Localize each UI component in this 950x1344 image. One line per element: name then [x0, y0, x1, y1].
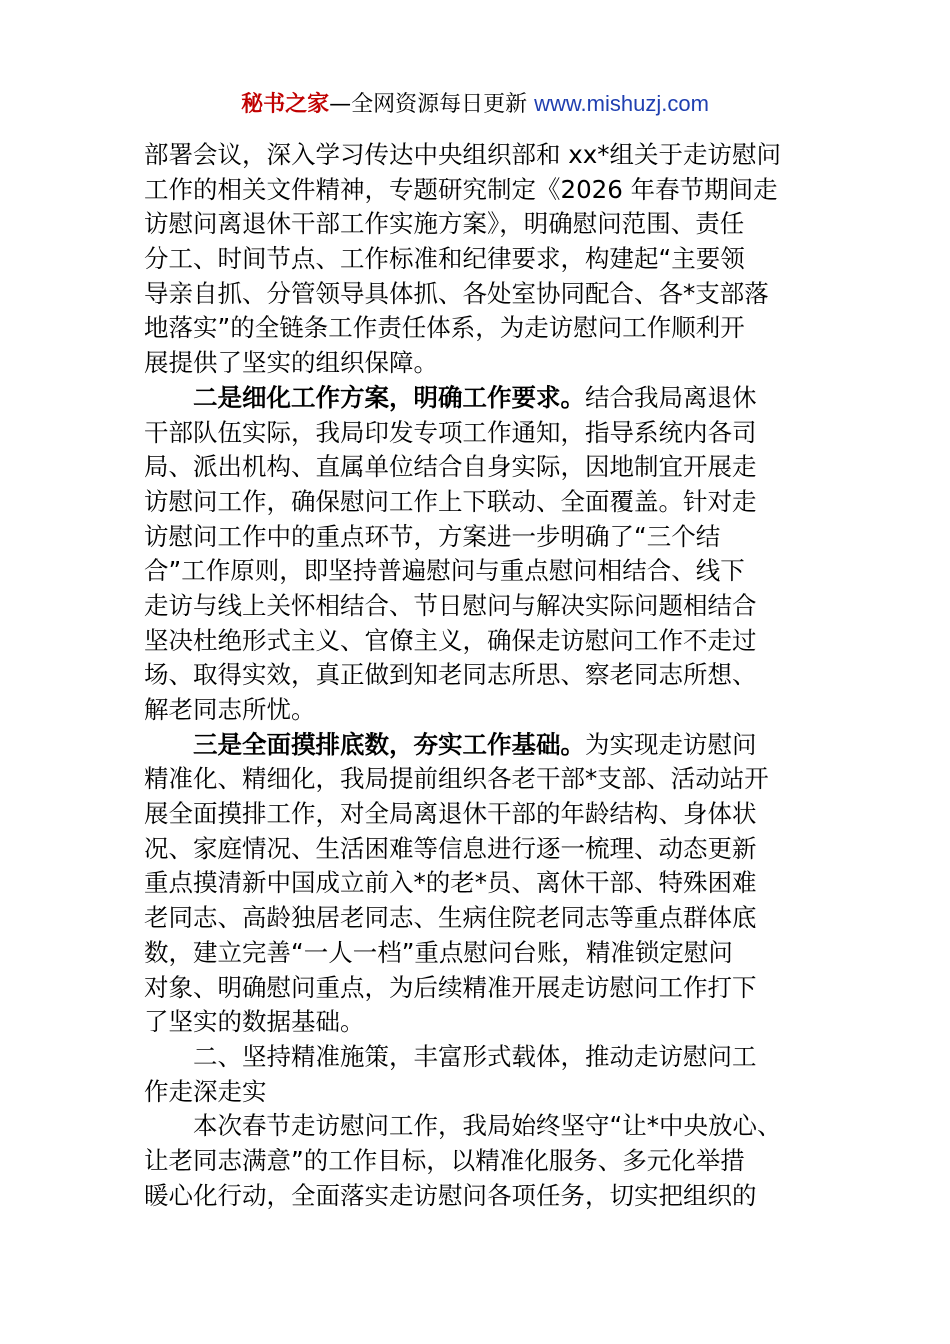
header-dash: — [329, 92, 352, 117]
paragraph-three-lead: 为实现走访慰问 [585, 729, 757, 759]
section-heading-line: 二、坚持精准施策，丰富形式载体，推动走访慰问工 [193, 1041, 757, 1071]
paragraph-two-heading: 二是细化工作方案，明确工作要求。 [193, 382, 585, 412]
text-line: 重点摸清新中国成立前入*的老*员、离休干部、特殊困难 [144, 868, 757, 898]
text-line: 局、派出机构、直属单位结合自身实际，因地制宜开展走 [144, 452, 757, 482]
text-line: 展全面摸排工作，对全局离退休干部的年龄结构、身体状 [144, 799, 757, 829]
text-line: 合”工作原则，即坚持普遍慰问与重点慰问相结合、线下 [144, 556, 745, 586]
paragraph-two-lead: 结合我局离退休 [585, 382, 757, 412]
paragraph-three-heading-line [144, 728, 808, 763]
text-line: 暖心化行动，全面落实走访慰问各项任务，切实把组织的 [144, 1180, 757, 1210]
text-line: 访慰问离退休干部工作实施方案》，明确慰问范围、责任 [144, 209, 745, 239]
text-line: 老同志、高龄独居老同志、生病住院老同志等重点群体底 [144, 903, 757, 933]
text-line: 本次春节走访慰问工作，我局始终坚守“让*中央放心、 [193, 1111, 782, 1141]
text-line: 况、家庭情况、生活困难等信息进行逐一梳理、动态更新 [144, 833, 757, 863]
text-line: 工作的相关文件精神，专题研究制定《2026 年春节期间走 [144, 174, 778, 204]
text-line: 展提供了坚实的组织保障。 [144, 348, 438, 378]
text-line: 了坚实的数据基础。 [144, 1007, 365, 1037]
text-line: 访慰问工作中的重点环节，方案进一步明确了“三个结 [144, 521, 721, 551]
text-line: 访慰问工作，确保慰问工作上下联动、全面覆盖。针对走 [144, 486, 757, 516]
header-slogan: 全网资源每日更新 [351, 92, 535, 117]
site-header [0, 88, 950, 121]
site-url-link[interactable]: www.mishuzj.com [534, 91, 709, 116]
text-line: 精准化、精细化，我局提前组织各老干部*支部、活动站开 [144, 764, 769, 794]
section-heading-line: 作走深走实 [144, 1076, 267, 1106]
text-line: 分工、时间节点、工作标准和纪律要求，构建起“主要领 [144, 244, 745, 274]
document-body [144, 138, 808, 1213]
paragraph-three-heading: 三是全面摸排底数，夯实工作基础。 [193, 729, 585, 759]
text-line: 让老同志满意”的工作目标，以精准化服务、多元化举措 [144, 1145, 745, 1175]
text-line: 走访与线上关怀相结合、节日慰问与解决实际问题相结合 [144, 590, 757, 620]
site-brand: 秘书之家 [241, 92, 330, 117]
text-line: 干部队伍实际，我局印发专项工作通知，指导系统内各司 [144, 417, 757, 447]
text-line: 场、取得实效，真正做到知老同志所思、察老同志所想、 [144, 660, 757, 690]
paragraph-two-heading-line [144, 381, 808, 416]
text-line: 地落实”的全链条工作责任体系，为走访慰问工作顺利开 [144, 313, 745, 343]
text-line: 坚决杜绝形式主义、官僚主义，确保走访慰问工作不走过 [144, 625, 757, 655]
text-line: 对象、明确慰问重点，为后续精准开展走访慰问工作打下 [144, 972, 757, 1002]
text-line: 部署会议，深入学习传达中央组织部和 xx*组关于走访慰问 [144, 140, 782, 169]
text-line: 数，建立完善“一人一档”重点慰问台账，精准锁定慰问 [144, 937, 733, 967]
text-line: 导亲自抓、分管领导具体抓、各处室协同配合、各*支部落 [144, 278, 769, 308]
text-line: 解老同志所忧。 [144, 695, 316, 724]
